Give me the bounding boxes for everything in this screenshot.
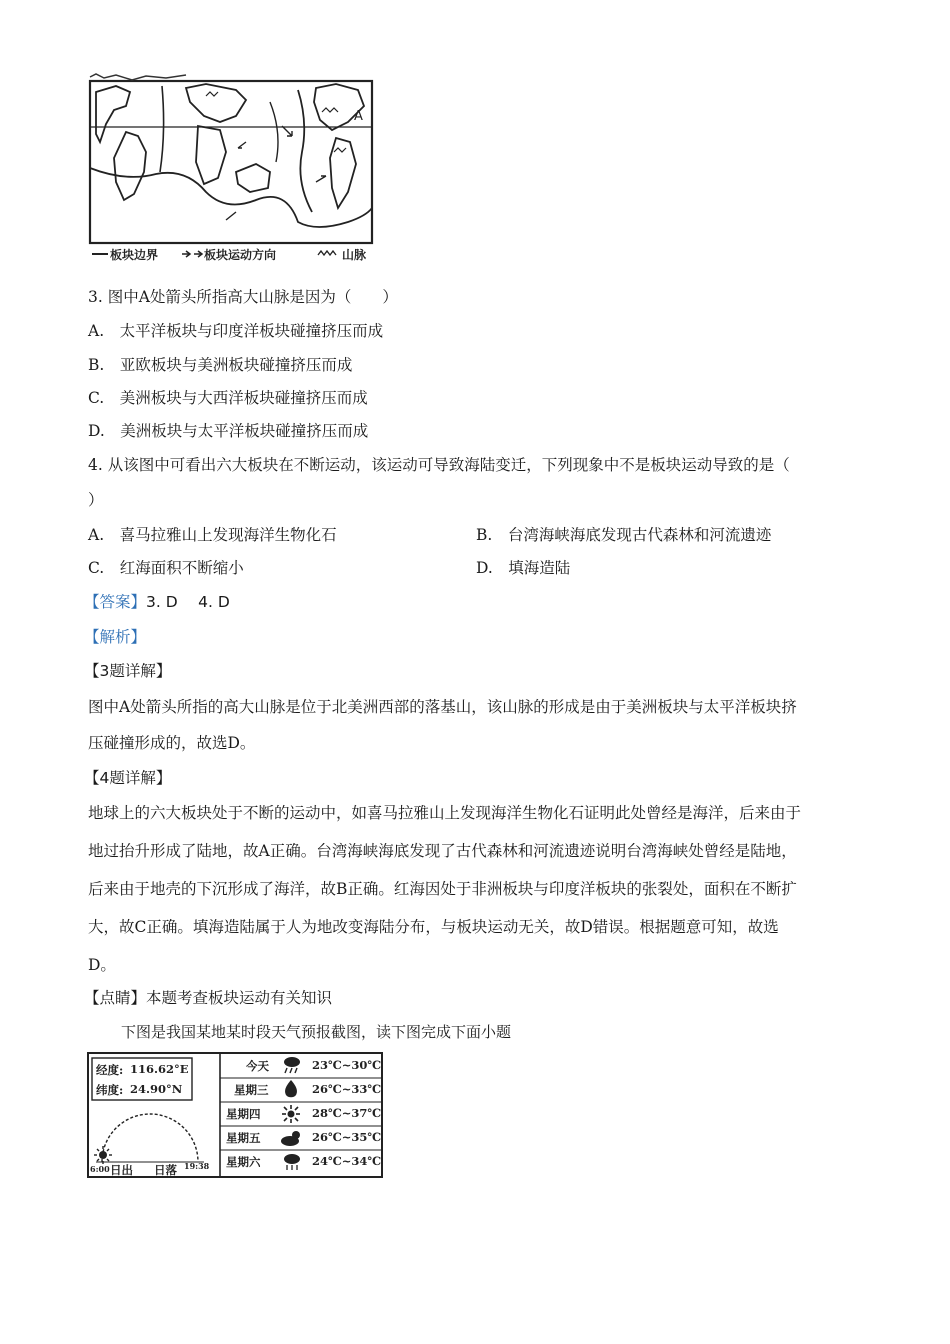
q4-stem: 4. 从该图中可看出六大板块在不断运动，该运动可导致海陆变迁，下列现象中不是板块运动导致的是（ [88,456,790,474]
latitude-value: 24.90°N [130,1082,183,1096]
forecast-day: 星期四 [226,1107,261,1121]
sunrise-label: 日出 [110,1163,133,1177]
drizzle-icon [282,1079,300,1099]
q3-detail-line-1: 图中A处箭头所指的高大山脉是位于北美洲西部的落基山，该山脉的形成是由于美洲板块与太平洋板块挤 [88,698,797,716]
answer-line [84,592,230,612]
latitude-label: 纬度: [96,1083,124,1097]
forecast-day: 星期五 [226,1131,261,1145]
forecast-temp: 24℃~34℃ [312,1154,382,1168]
weather-intro: 下图是我国某地某时段天气预报截图，读下图完成下面小题 [121,1023,512,1041]
label-a: A [354,109,363,124]
q4-detail-line-3: 后来由于地壳的下沉形成了海洋，故B正确。红海因处于非洲板块与印度洋板块的张裂处，面积在不断扩 [88,880,797,898]
q3-option-c: C. 美洲板块与大西洋板块碰撞挤压而成 [88,389,368,407]
q4-detail-tag: 【4题详解】 [84,769,172,787]
cloudy-icon [280,1129,304,1147]
q3-detail-tag: 【3题详解】 [84,662,172,680]
forecast-day: 今天 [246,1059,269,1073]
q4-detail-line-4: 大，故C正确。填海造陆属于人为地改变海陆分布，与板块运动无关，故D错误。根据题意可知，故选 [88,918,779,936]
forecast-temp: 26℃~33℃ [312,1082,382,1096]
q4-detail-line-5: D。 [88,956,116,974]
forecast-temp: 26℃~35℃ [312,1130,382,1144]
q3-detail-line-2: 压碰撞形成的，故选D。 [88,734,256,752]
forecast-temp: 28℃~37℃ [312,1106,382,1120]
sun-icon [282,1105,300,1123]
dianjing-tag: 【点睛】 [84,989,147,1007]
longitude-value: 116.62°E [130,1062,189,1076]
q4-option-a: A. 喜马拉雅山上发现海洋生物化石 [88,526,337,544]
forecast-day: 星期六 [226,1155,261,1169]
legend-boundary: 板块边界 [110,248,159,262]
rain-icon [282,1056,302,1074]
answer-tag-close: 】 [130,593,147,611]
sunset-time: 19:38 [184,1161,210,1171]
forecast-day: 星期三 [234,1083,269,1097]
answer-value: 3. D 4. D [146,593,230,611]
weather-forecast-figure [86,1050,386,1180]
analysis-tag: 【解析】 [84,628,147,646]
legend-mountain: 山脉 [342,248,367,262]
longitude-label: 经度: [96,1063,124,1077]
showers-icon [282,1153,302,1171]
q3-stem: 3. 图中A处箭头所指高大山脉是因为（ ） [88,288,398,306]
plate-map [86,72,386,267]
q3-option-a: A. 太平洋板块与印度洋板块碰撞挤压而成 [88,322,384,340]
q4-option-b: B. 台湾海峡海底发现古代森林和河流遗迹 [476,526,772,544]
sunset-label: 日落 [154,1163,177,1177]
q3-option-d: D. 美洲板块与太平洋板块碰撞挤压而成 [88,422,369,440]
q4-option-c: C. 红海面积不断缩小 [88,559,244,577]
q4-detail-line-1: 地球上的六大板块处于不断的运动中，如喜马拉雅山上发现海洋生物化石证明此处曾经是海洋，后来由于 [88,804,802,822]
forecast-temp: 23℃~30℃ [312,1058,382,1072]
q4-detail-line-2: 地过抬升形成了陆地，故A正确。台湾海峡海底发现了古代森林和河流遗迹说明台湾海峡处曾经是陆地， [88,842,797,860]
dianjing-text: 本题考查板块运动有关知识 [146,989,333,1007]
q3-option-b: B. 亚欧板块与美洲板块碰撞挤压而成 [88,356,353,374]
q4-stem-end: ） [88,491,104,509]
sunrise-time: 6:00 [90,1164,110,1174]
q4-option-d: D. 填海造陆 [476,559,571,577]
answer-tag-open: 【 [84,593,100,611]
dianjing-line [84,988,332,1008]
plate-map-figure [86,72,386,267]
legend-direction: 板块运动方向 [204,248,277,262]
answer-tag-label: 答案 [99,593,131,611]
